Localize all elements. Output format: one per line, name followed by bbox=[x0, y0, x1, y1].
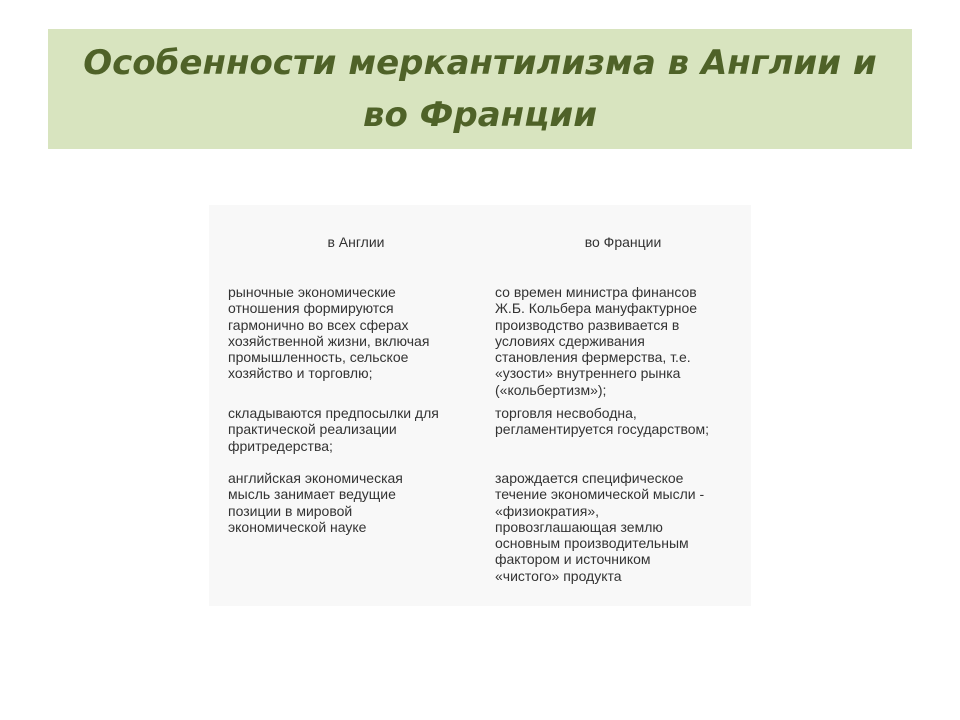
title-band bbox=[48, 29, 912, 149]
france-cell-1: со времен министра финансов Ж.Б. Кольбера мануфактурное производство развивается в условиях сдерживания становления фермерства, т.е. «узости» внутреннего рынка («кольбертизм»); bbox=[495, 284, 698, 398]
header-france: во Франции bbox=[584, 234, 662, 250]
england-cell-2: складываются предпосылки для практической реализации фритредерства; bbox=[228, 405, 439, 454]
slide-title: Особенности меркантилизма в Англии и во Франции bbox=[83, 43, 877, 135]
comparison-table bbox=[209, 205, 751, 606]
england-cell-3: английская экономическая мысль занимает ведущие позиции в мировой экономической науке bbox=[228, 470, 403, 535]
header-england: в Англии bbox=[327, 234, 385, 250]
france-cell-3: зарождается специфическое течение экономической мысли - «физиократия», провозглашающая землю основным производительным фактором и источником «чистого» продукта bbox=[495, 470, 705, 584]
england-cell-1: рыночные экономические отношения формируются гармонично во всех сферах хозяйственной жизни, включая промышленность, сельское хозяйство и торговлю; bbox=[228, 284, 430, 382]
france-cell-2: торговля несвободна, регламентируется государством; bbox=[495, 405, 710, 438]
